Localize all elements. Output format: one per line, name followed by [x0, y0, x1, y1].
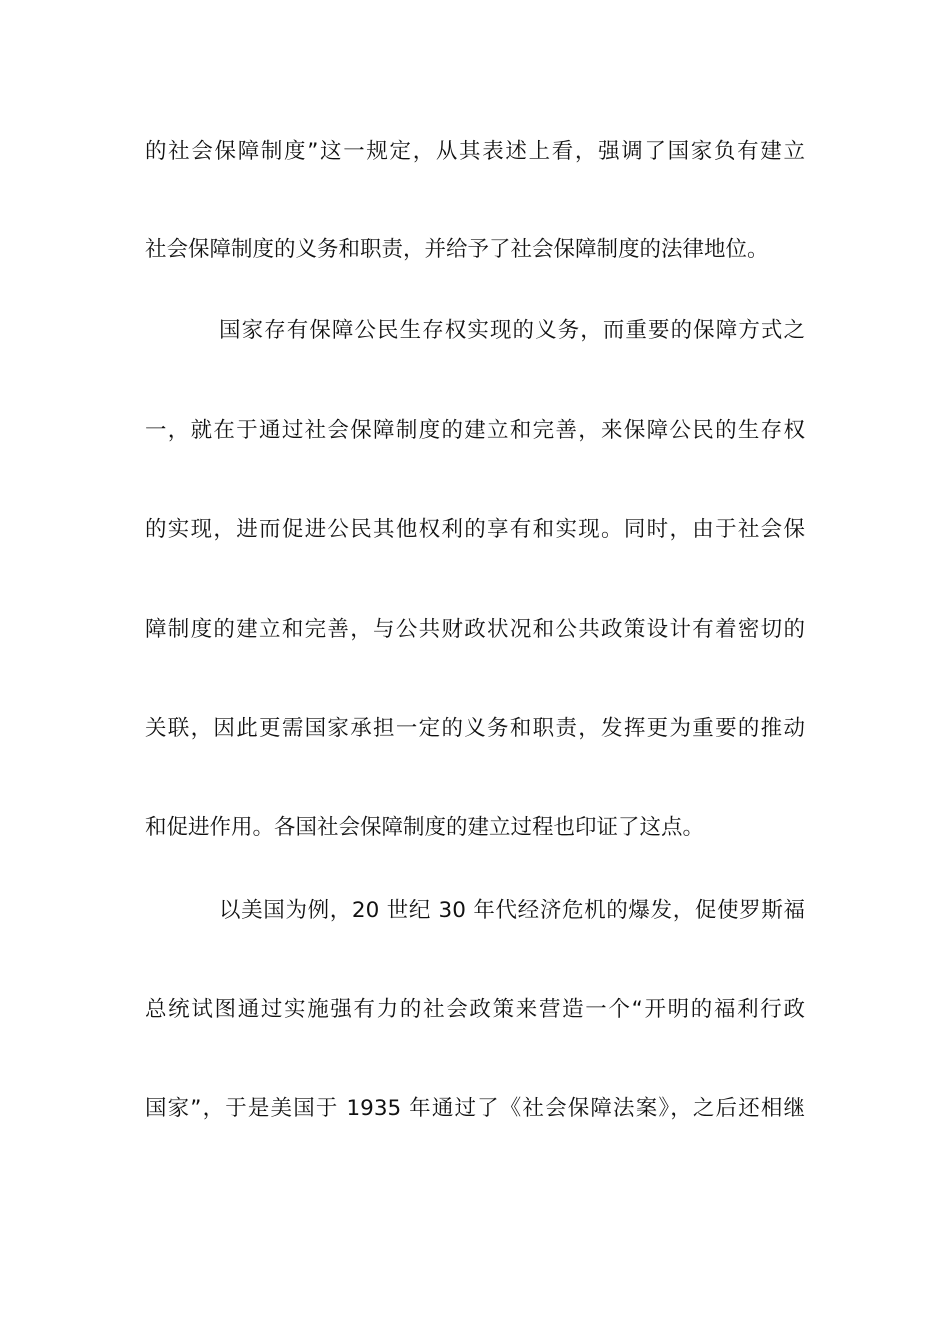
text-line: 的实现，进而促进公民其他权利的享有和实现。同时，由于社会保: [145, 517, 805, 542]
text-line: 社会保障制度的义务和职责，并给予了社会保障制度的法律地位。: [145, 237, 769, 262]
paragraph-first-line: 国家存有保障公民生存权实现的义务，而重要的保障方式之: [219, 318, 805, 343]
text-line: 和促进作用。各国社会保障制度的建立过程也印证了这点。: [145, 815, 705, 840]
text-line: 国家”，于是美国于 1935 年通过了《社会保障法案》，之后还相继: [145, 1096, 805, 1121]
text-line: 一，就在于通过社会保障制度的建立和完善，来保障公民的生存权: [145, 418, 805, 443]
text-line: 总统试图通过实施强有力的社会政策来营造一个“开明的福利行政: [145, 997, 805, 1022]
text-line: 关联，因此更需国家承担一定的义务和职责，发挥更为重要的推动: [145, 716, 805, 741]
paragraph-first-line: 以美国为例，20 世纪 30 年代经济危机的爆发，促使罗斯福: [219, 898, 805, 923]
text-line: 的社会保障制度”这一规定，从其表述上看，强调了国家负有建立: [145, 139, 805, 164]
text-line: 障制度的建立和完善，与公共财政状况和公共政策设计有着密切的: [145, 617, 805, 642]
